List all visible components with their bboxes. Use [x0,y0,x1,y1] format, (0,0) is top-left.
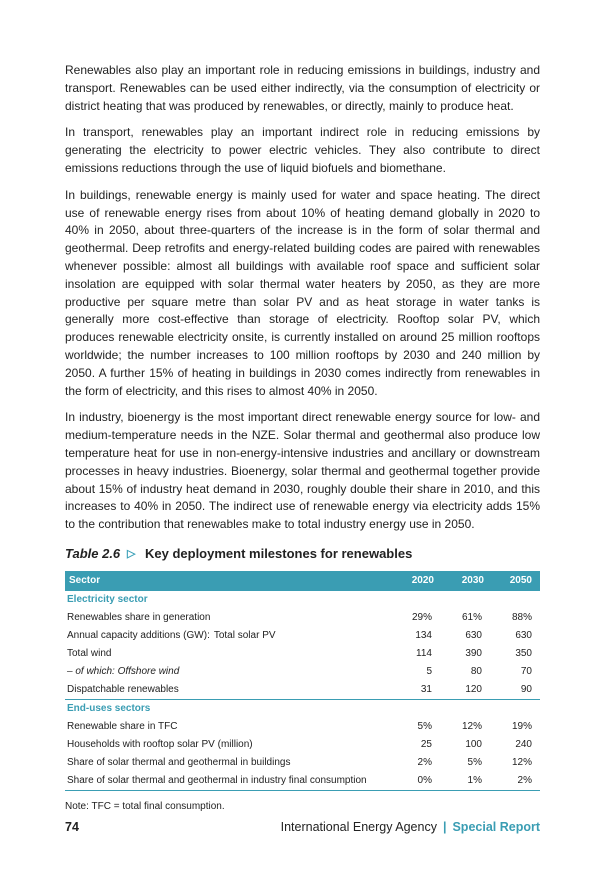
cell-2020: 5 [426,666,432,678]
table-row [65,772,540,791]
section-label: End-uses sectors [65,699,540,718]
cell-2030: 12% [461,721,482,733]
agency-name: International Energy Agency [280,820,437,834]
cell-2020: 114 [416,648,432,660]
row-label: Renewable share in TFC [67,721,178,733]
row-label [65,627,392,645]
footer-separator: | [442,820,447,834]
cell-2020: 29% [411,612,432,624]
report-name: Special Report [452,820,540,834]
cell-2050: 630 [515,630,532,642]
row-label: Households with rooftop solar PV (million) [67,739,253,751]
row-sublabel: Dispatchable renewables [67,684,179,696]
footer-publisher [281,820,540,834]
table-row [65,736,540,754]
paragraph-buildings: In buildings, renewable energy is mainly used for water and space heating. The direct use of renewable energy rises from about 10% of heating demand globally in 2020 to 40% in 2050, about three-quarters of the increase is in the form of solar thermal and geothermal. Deep retrofits and energy-related building codes are paired with renewables whenever possible: almost all buildings with available roof space and sufficient solar insolation are equipped with solar thermal water heaters by 2050, as they are more productive per square metre than solar PV and as heat storage in water tanks is generally more cost-effective than storage of electricity. Rooftop solar PV, which produces renewable electricity onsite, is currently installed on around 25 million rooftops worldwide; the number increases to 100 million rooftops by 2030 and 240 million by 2050. A further 15% of heating in buildings in 2030 comes indirectly from renewables in the form of electricity, and this rises to almost 40% in 2050. [65,187,540,398]
table-row [65,718,540,736]
paragraph-transport: In transport, renewables play an important indirect role in reducing emissions by generating the electricity to power electric vehicles. They also contribute to direct emissions reductions through the use of liquid biofuels and biomethane. [65,125,540,175]
cell-2050: 240 [515,739,532,751]
triangle-arrow-icon: ▷ [127,547,136,560]
table-header-row [65,571,540,591]
cell-2020: 0% [392,772,442,791]
cell-2020: 25 [420,739,432,751]
table-label: Table 2.6 [65,545,121,561]
cell-2020: 5% [417,721,432,733]
paragraph-industry: In industry, bioenergy is the most important direct renewable energy source for low- and medium-temperature needs in the NZE. Solar thermal and geothermal also produce low temperature heat for use in non-energy-intensive industries and ancillary or downstream processes in heavy industries. Bioenergy, solar thermal and geothermal together provide about 15% of industry heat demand in 2030, roughly double their share in 2010, and this increases to 40% in 2050. The indirect use of renewable energy via electricity adds 15% to the contribution that renewables make to total industry energy use in 2050. [65,410,540,532]
cell-2050: 2% [492,772,540,791]
row-sublabel: – of which: Offshore wind [67,666,180,678]
cell-2030: 1% [442,772,492,791]
cell-2030: 630 [465,630,482,642]
cell-2030: 61% [461,612,482,624]
row-label: Renewables share in generation [67,612,211,624]
table-heading [65,546,540,561]
cell-2030: 80 [470,666,482,678]
cell-2020: 2% [417,757,432,769]
cell-2030: 390 [465,648,482,660]
table-row [65,681,540,700]
cell-2020: 134 [415,630,432,642]
cell-2050: 88% [511,612,532,624]
cell-2030: 120 [465,684,482,696]
page-content [65,62,540,812]
header-2020: 2020 [411,575,434,587]
row-sublabel: Total wind [67,648,112,660]
table-row [65,645,540,663]
table-row [65,627,540,645]
row-label: Share of solar thermal and geothermal in buildings [67,757,291,769]
table-row [65,609,540,627]
row-label-main: Annual capacity additions (GW): [67,630,210,642]
cell-2030: 100 [465,739,482,751]
section-label: Electricity sector [67,594,148,606]
header-2050: 2050 [509,575,532,587]
table-note: Note: TFC = total final consumption. [65,800,225,812]
table-row [65,754,540,772]
row-sublabel: Total solar PV [213,630,276,642]
section-enduse [65,699,540,718]
header-sector: Sector [69,575,101,587]
table-row [65,663,540,681]
cell-2030: 5% [467,757,482,769]
section-electricity [65,591,540,609]
cell-2050: 90 [520,684,532,696]
table-title: Key deployment milestones for renewables [145,545,413,561]
header-2030: 2030 [461,575,484,587]
page-number: 74 [65,820,79,834]
cell-2050: 350 [515,648,532,660]
cell-2020: 31 [420,684,432,696]
milestones-table [65,571,540,791]
cell-2050: 12% [511,757,532,769]
row-label: Share of solar thermal and geothermal in industry final consumption [65,772,392,791]
paragraph-intro: Renewables also play an important role in reducing emissions in buildings, industry and transport. Renewables can be used either indirectly, via the consumption of electricity or district heating that was produced by renewables, or directly, mainly to produce heat. [65,63,540,113]
cell-2050: 70 [520,666,532,678]
cell-2050: 19% [511,721,532,733]
page-footer [65,820,540,834]
